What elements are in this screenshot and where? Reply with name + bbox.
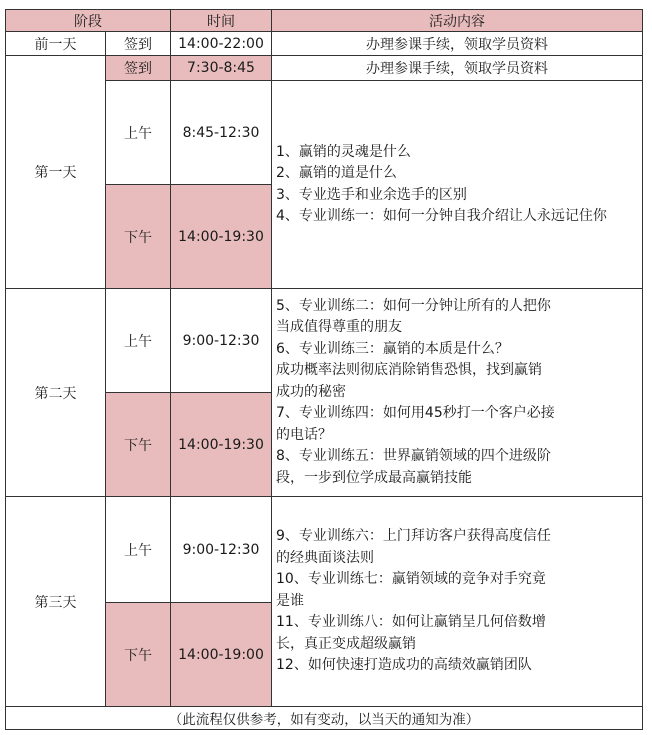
day1-pm-time: 14:00-19:30	[171, 185, 272, 289]
content-line: 8、专业训练五：世界赢销领域的四个进级阶	[276, 448, 551, 465]
content-line: 6、专业训练三：赢销的本质是什么？	[276, 340, 509, 357]
day3-content	[272, 497, 643, 707]
header-time: 时间	[171, 10, 272, 32]
day3-stage: 第三天	[6, 497, 106, 707]
content-line: 11、专业训练八：如何让赢销呈几何倍数增	[276, 614, 546, 631]
day1-stage: 第一天	[6, 56, 106, 289]
day2-am-time: 9:00-12:30	[171, 289, 272, 393]
content-line: 段，一步到位学成最高赢销技能	[276, 469, 472, 486]
pre-day-activity: 办理参课手续，领取学员资料	[272, 32, 643, 56]
day3-pm-session: 下午	[106, 603, 171, 707]
day2-am-row	[6, 289, 643, 393]
pre-day-time: 14:00-22:00	[171, 32, 272, 56]
content-line: 的经典面谈法则	[276, 549, 374, 566]
day2-content	[272, 289, 643, 497]
header-stage: 阶段	[6, 10, 171, 32]
pre-day-row	[6, 32, 643, 56]
day2-pm-session: 下午	[106, 393, 171, 497]
content-line: 3、专业选手和业余选手的区别	[276, 186, 467, 203]
content-line: 成功的秘密	[276, 383, 346, 400]
schedule-table	[5, 9, 643, 730]
content-line: 1、赢销的灵魂是什么	[276, 143, 411, 160]
content-line: 7、专业训练四：如何用45秒打一个客户必接	[276, 405, 555, 422]
pre-day-stage: 前一天	[6, 32, 106, 56]
header-content: 活动内容	[272, 10, 643, 32]
day2-am-session: 上午	[106, 289, 171, 393]
day1-checkin-row	[6, 56, 643, 81]
day1-checkin-session: 签到	[106, 56, 171, 81]
day3-am-row	[6, 497, 643, 603]
note-row	[6, 707, 643, 730]
footer-note: （此流程仅供参考，如有变动，以当天的通知为准）	[6, 707, 643, 730]
day2-pm-time: 14:00-19:30	[171, 393, 272, 497]
content-line: 4、专业训练一：如何一分钟自我介绍让人永远记住你	[276, 208, 607, 224]
day3-pm-time: 14:00-19:00	[171, 603, 272, 707]
content-line: 5、专业训练二：如何一分钟让所有的人把你	[276, 297, 551, 314]
content-line: 的电话？	[276, 426, 332, 443]
content-line: 10、专业训练七：赢销领域的竞争对手究竟	[276, 571, 546, 588]
content-line: 2、赢销的道是什么	[276, 165, 397, 181]
content-line: 9、专业训练六：上门拜访客户获得高度信任	[276, 528, 551, 545]
content-line: 是谁	[276, 592, 304, 609]
day1-content	[272, 81, 643, 289]
content-line: 12、如何快速打造成功的高绩效赢销团队	[276, 657, 532, 674]
pre-day-session: 签到	[106, 32, 171, 56]
day1-am-time: 8:45-12:30	[171, 81, 272, 185]
day2-stage: 第二天	[6, 289, 106, 497]
header-row	[6, 10, 643, 32]
day1-checkin-time: 7:30-8:45	[171, 56, 272, 81]
day3-am-session: 上午	[106, 497, 171, 603]
content-line: 长，真正变成超级赢销	[276, 635, 416, 652]
content-line: 成功概率法则彻底消除销售恐惧，找到赢销	[276, 362, 542, 379]
day1-pm-session: 下午	[106, 185, 171, 289]
day1-am-session: 上午	[106, 81, 171, 185]
content-line: 当成值得尊重的朋友	[276, 319, 402, 336]
day3-am-time: 9:00-12:30	[171, 497, 272, 603]
day1-checkin-activity: 办理参课手续，领取学员资料	[272, 56, 643, 81]
